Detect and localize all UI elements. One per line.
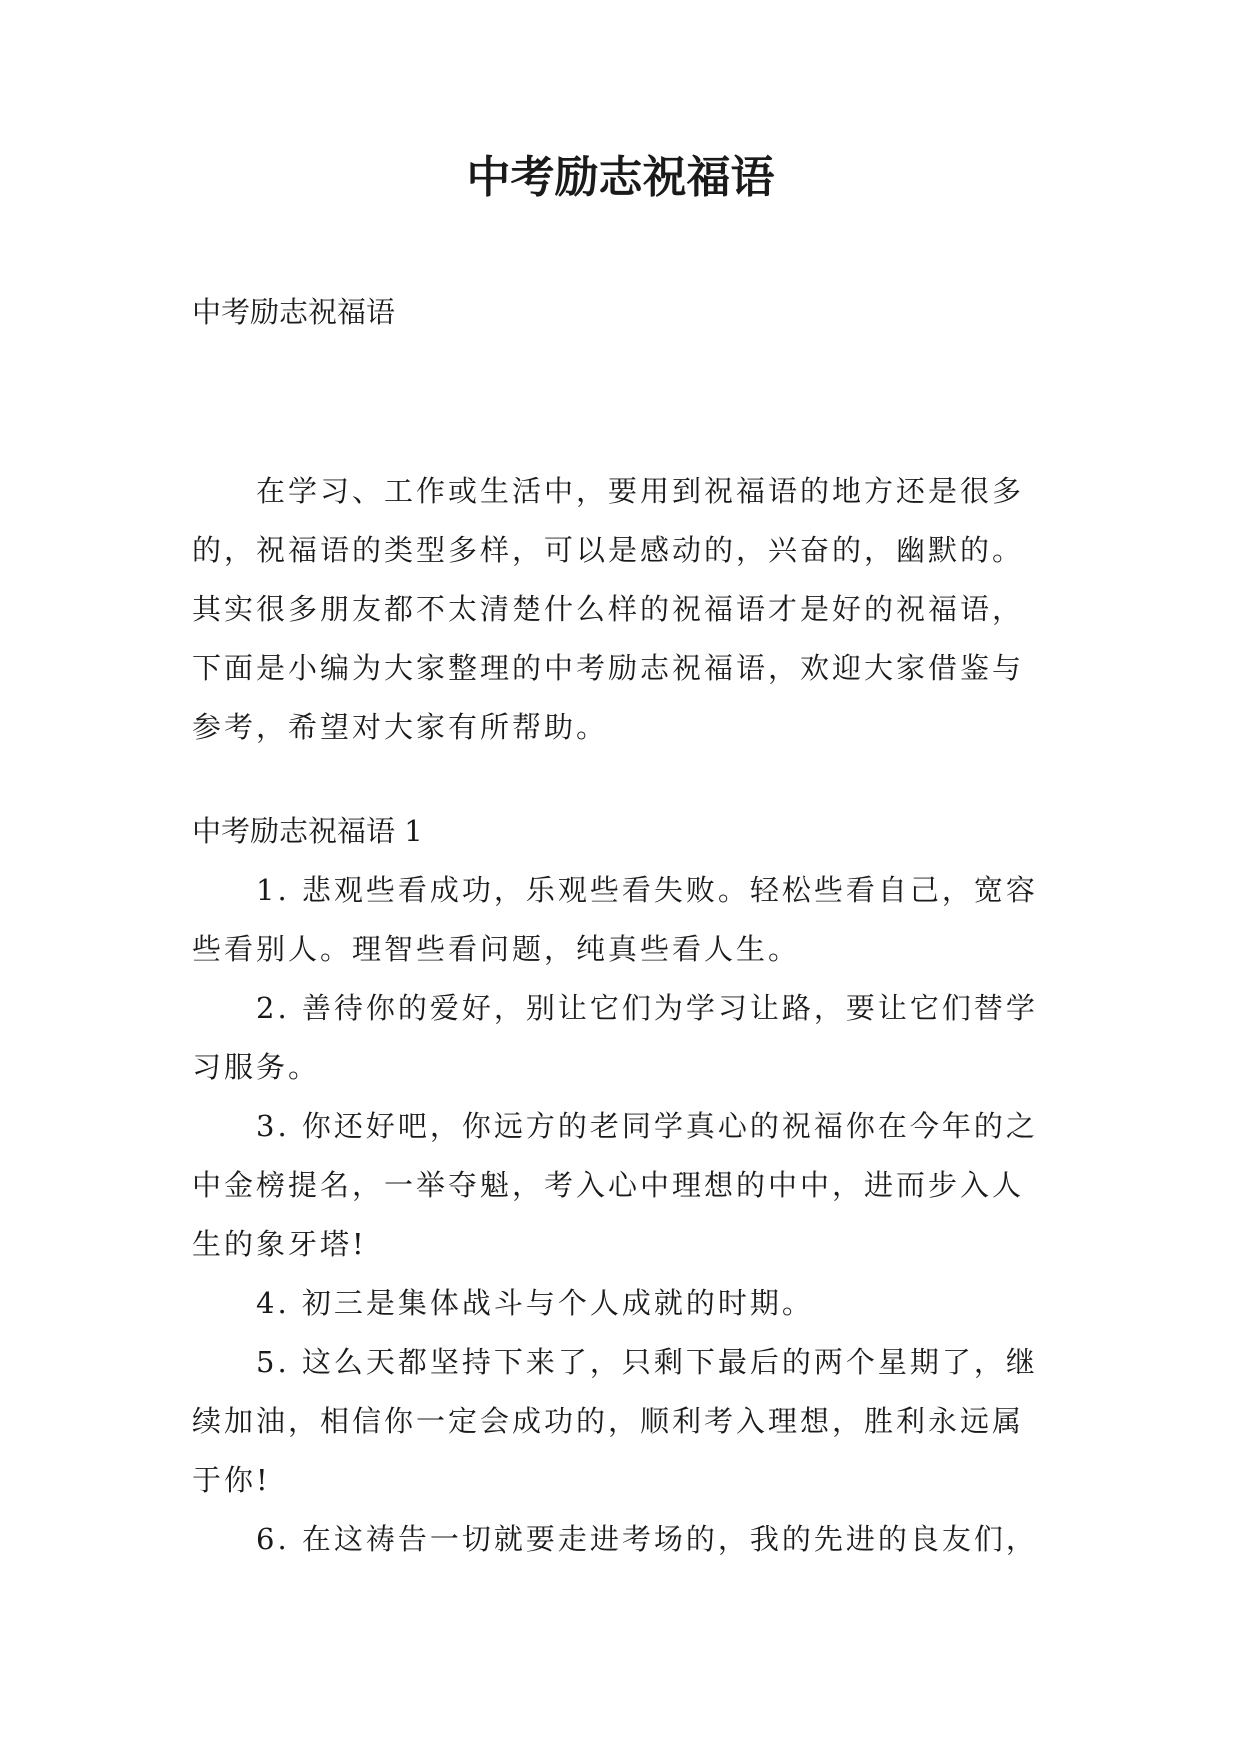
- list-item: 2. 善待你的爱好，别让它们为学习让路，要让它们替学习服务。: [192, 991, 1038, 1084]
- list-item: 5. 这么天都坚持下来了，只剩下最后的两个星期了，继续加油，相信你一定会成功的，顺利考入理想，胜利永远属于你!: [192, 1345, 1038, 1497]
- intro-paragraph: 在学习、工作或生活中，要用到祝福语的地方还是很多的，祝福语的类型多样，可以是感动的，兴奋的，幽默的。其实很多朋友都不太清楚什么样的祝福语才是好的祝福语，下面是小编为大家整理的中考励志祝福语，欢迎大家借鉴与参考，希望对大家有所帮助。: [192, 474, 1025, 744]
- list-item: 1. 悲观些看成功，乐观些看失败。轻松些看自己，宽容些看别人。理智些看问题，纯真些看人生。: [192, 873, 1038, 966]
- section-heading: 中考励志祝福语 1: [192, 814, 423, 848]
- blessing-list: [192, 861, 1052, 1569]
- list-item: 4. 初三是集体战斗与个人成就的时期。: [256, 1286, 814, 1320]
- list-item: 3. 你还好吧，你远方的老同学真心的祝福你在今年的之中金榜提名，一举夺魁，考入心中理想的中中，进而步入人生的象牙塔!: [192, 1109, 1038, 1261]
- list-item: 6. 在这祷告一切就要走进考场的，我的先进的良友们，: [256, 1522, 1038, 1556]
- document-subtitle: 中考励志祝福语: [192, 295, 396, 329]
- document-title: 中考励志祝福语: [466, 152, 775, 203]
